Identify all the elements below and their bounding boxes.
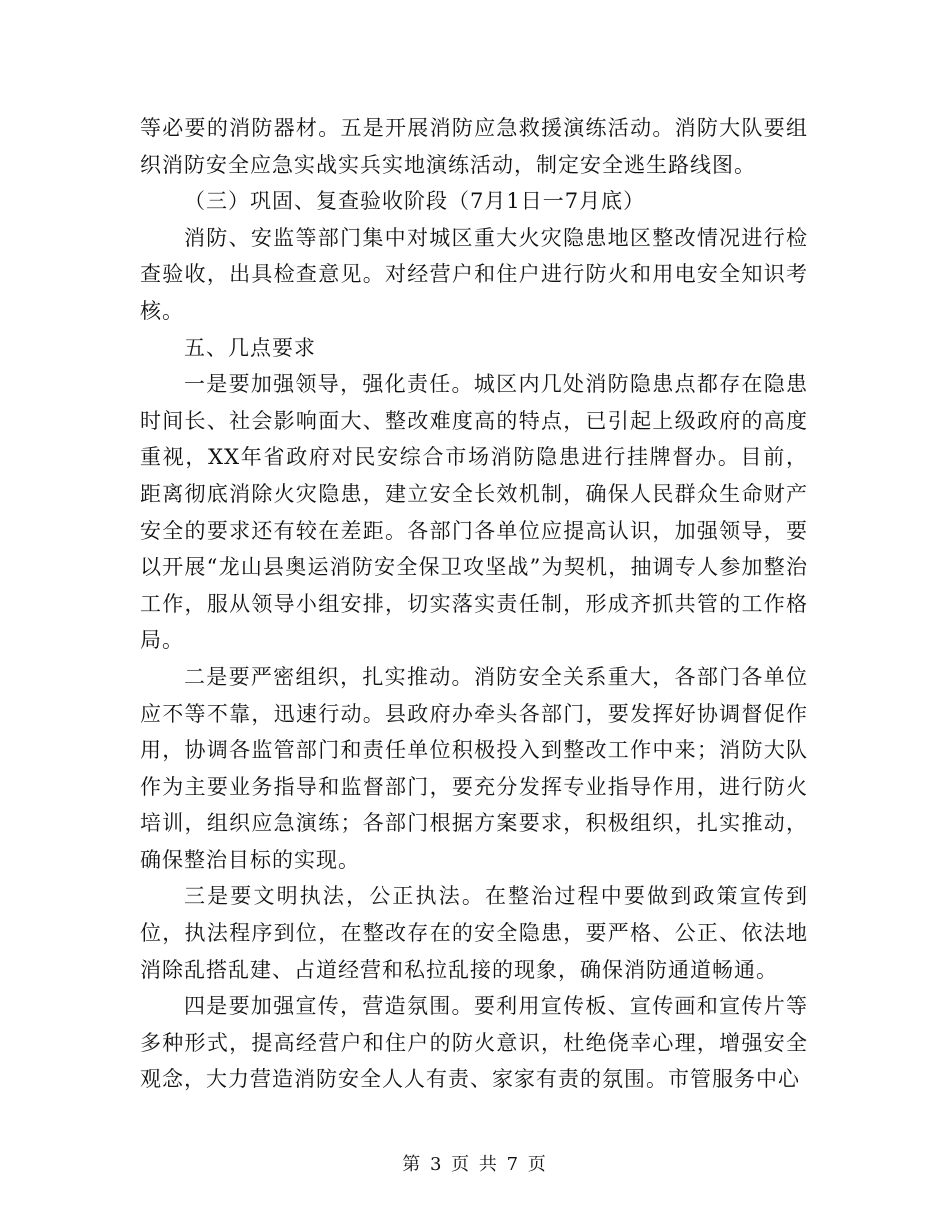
page-number-footer: 第 3 页 共 7 页: [402, 1154, 548, 1175]
paragraph-requirement-organization: 二是要严密组织，扎实推动。消防安全关系重大，各部门各单位应不等不靠，迅速行动。县政府办牵头各部门，要发挥好协调督促作用，协调各监管部门和责任单位积极投入到整改工作中来；消防大队作为主要业务指导和监督部门，要充分发挥专业指导作用，进行防火培训，组织应急演练；各部门根据方案要求，积极组织，扎实推动，确保整治目标的实现。: [140, 664, 808, 872]
section-heading-requirements: 五、几点要求: [184, 335, 316, 360]
paragraph-requirement-law-enforcement: 三是要文明执法，公正执法。在整治过程中要做到政策宣传到位，执法程序到位，在整改存在的安全隐患，要严格、公正、依法地消除乱搭乱建、占道经营和私拉乱接的现象，确保消防通道畅通。: [140, 884, 808, 982]
document-body: [140, 110, 808, 1098]
paragraph-requirement-publicity: 四是要加强宣传，营造氛围。要利用宣传板、宣传画和宣传片等多种形式，提高经营户和住户的防火意识，杜绝侥幸心理，增强安全观念，大力营造消防安全人人有责、家家有责的氛围。市管服务中心: [140, 994, 808, 1092]
paragraph-continuation: 等必要的消防器材。五是开展消防应急救援演练活动。消防大队要组织消防安全应急实战实兵实地演练活动，制定安全逃生路线图。: [140, 116, 808, 177]
section-heading-consolidation-phase: （三）巩固、复查验收阶段（7月1日一7月底）: [184, 189, 646, 214]
paragraph-inspection-acceptance: 消防、安监等部门集中对城区重大火灾隐患地区整改情况进行检查验收，出具检查意见。对经营户和住户进行防火和用电安全知识考核。: [140, 225, 808, 323]
paragraph-requirement-leadership: 一是要加强领导，强化责任。城区内几处消防隐患点都存在隐患时间长、社会影响面大、整改难度高的特点，已引起上级政府的高度重视，XX年省政府对民安综合市场消防隐患进行挂牌督办。目前，距离彻底消除火灾隐患，建立安全长效机制，确保人民群众生命财产安全的要求还有较在差距。各部门各单位应提高认识，加强领导，要以开展“龙山县奥运消防安全保卫攻坚战”为契机，抽调专人参加整治工作，服从领导小组安排，切实落实责任制，形成齐抓共管的工作格局。: [140, 372, 808, 653]
